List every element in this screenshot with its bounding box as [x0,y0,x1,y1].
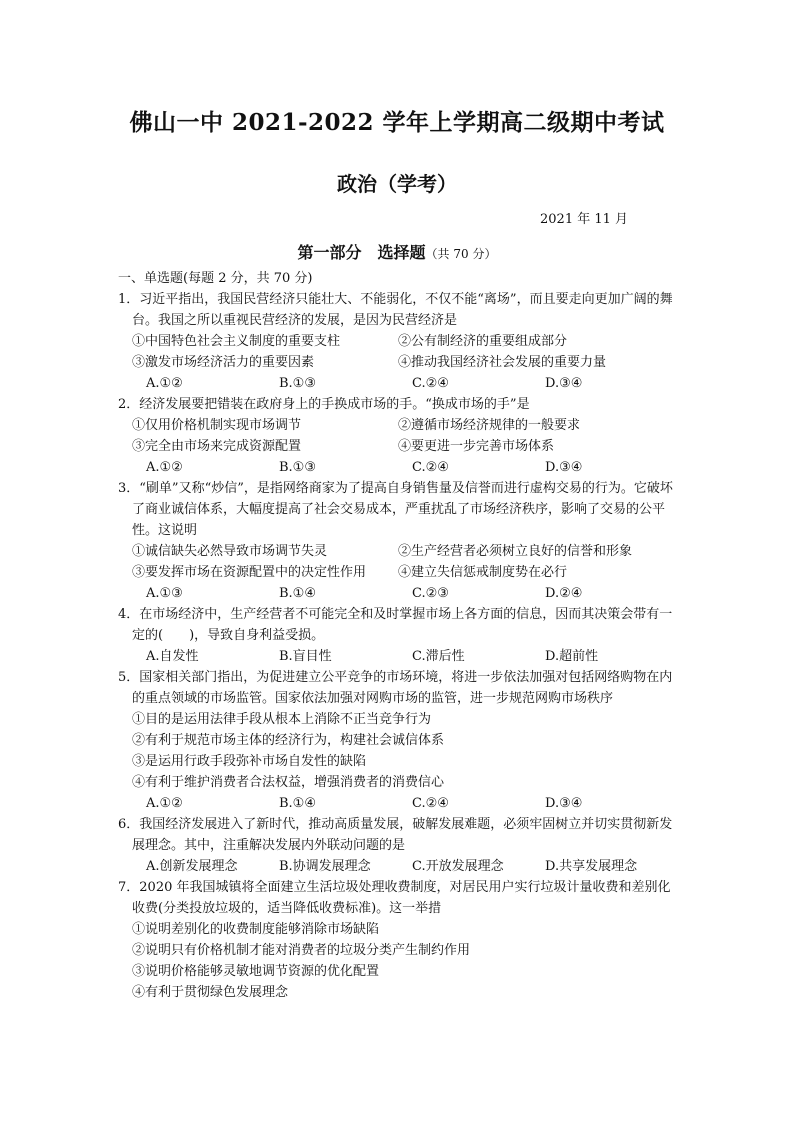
exam-date: 2021 年 11 月 [540,212,629,227]
option-row [118,436,678,457]
option-row [118,352,678,373]
option: ④建立失信惩戒制度势在必行 [398,565,568,580]
answer-choice: A.①② [146,460,183,475]
answer-choice: C.②③ [412,586,449,601]
option: ③说明价格能够灵敏地调节资源的优化配置 [132,964,380,979]
answer-row [118,583,678,604]
answer-choice: D.③④ [545,460,583,475]
option: ①说明差别化的收费制度能够消除市场缺陷 [132,922,380,937]
option: ①目的是运用法律手段从根本上消除不正当竞争行为 [132,712,432,727]
answer-choice: D.超前性 [545,649,599,664]
answer-choice: B.协调发展理念 [279,859,371,874]
answer-choice: A.自发性 [146,649,199,664]
question-stem: 6．我国经济发展进入了新时代，推动高质量发展，破解发展难题，必须牢固树立并切实贯彻新发展理念。其中，注重解决发展内外联动问题的是 [118,817,673,853]
option: ③要发挥市场在资源配置中的决定性作用 [132,565,367,580]
answer-choice: C.②④ [412,796,449,811]
question-stem: 1．习近平指出，我国民营经济只能壮大、不能弱化，不仅不能“离场”，而且要走向更加广阔的舞台。我国之所以重视民营经济的发展，是因为民营经济是 [118,292,673,328]
answer-choice: D.③④ [545,376,583,391]
answer-choice: B.①③ [279,376,316,391]
answer-choice: C.②④ [412,376,449,391]
option: ②说明只有价格机制才能对消费者的垃圾分类产生制约作用 [132,943,471,958]
answer-choice: A.①② [146,376,183,391]
question-2 [118,394,678,478]
question-stem: 4．在市场经济中，生产经营者不可能完全和及时掌握市场上各方面的信息，因而其决策会带有一定的( )，导致自身利益受损。 [118,607,673,643]
answer-choice: C.②④ [412,460,449,475]
answer-choice: D.②④ [545,586,583,601]
answer-choice: D.共享发展理念 [545,859,638,874]
answer-choice: C.滞后性 [412,649,465,664]
option-row [118,331,678,352]
question-stem: 2．经济发展要把错装在政府身上的手换成市场的手。“换成市场的手”是 [118,397,530,412]
question-1 [118,289,678,394]
option: ④有利于贯彻绿色发展理念 [132,985,289,1000]
answer-choice: B.①④ [279,586,316,601]
option: ①诚信缺失必然导致市场调节失灵 [132,544,328,559]
answer-row [118,646,678,667]
question-3 [118,478,678,604]
answer-choice: B.①④ [279,796,316,811]
option-row [118,562,678,583]
question-list [118,268,678,1003]
question-stem: 5．国家相关部门指出，为促进建立公平竞争的市场环境，将进一步依法加强对包括网络购物在内的重点领域的市场监管。国家依法加强对网购市场的监管，进一步规范网购市场秩序 [118,670,673,706]
part-heading [0,240,794,263]
question-5 [118,667,678,814]
option: ④要更进一步完善市场体系 [398,439,555,454]
part-title: 第一部分 选择题 [297,243,426,262]
option: ②有利于规范市场主体的经济行为，构建社会诚信体系 [132,733,445,748]
option: ②遵循市场经济规律的一般要求 [398,418,581,433]
exam-subtitle: 政治（学考） [337,172,457,196]
answer-choice: A.①③ [146,586,183,601]
question-stem: 3．“刷单”又称“炒信”，是指网络商家为了提高自身销售量及信誉而进行虚构交易的行为。它破坏了商业诚信体系，大幅度提高了社会交易成本，严重扰乱了市场经济秩序，影响了交易的公平性。这说明 [118,481,673,538]
option-row [118,415,678,436]
option: ①仅用价格机制实现市场调节 [132,418,302,433]
option: ③激发市场经济活力的重要因素 [132,355,315,370]
answer-row [118,856,678,877]
answer-choice: B.盲目性 [279,649,332,664]
answer-choice: C.开放发展理念 [412,859,504,874]
question-stem: 7．2020 年我国城镇将全面建立生活垃圾处理收费制度，对居民用户实行垃圾计量收费和差别化收费(分类投放垃圾的，适当降低收费标准)。这一举措 [118,880,671,916]
option: ③完全由市场来完成资源配置 [132,439,302,454]
option: ④有利于维护消费者合法权益，增强消费者的消费信心 [132,775,445,790]
answer-row [118,373,678,394]
option: ②生产经营者必须树立良好的信誉和形象 [398,544,633,559]
question-7 [118,877,678,1003]
option: ①中国特色社会主义制度的重要支柱 [132,334,341,349]
answer-choice: B.①③ [279,460,316,475]
answer-choice: D.③④ [545,796,583,811]
exam-title: 佛山一中 2021-2022 学年上学期高二级期中考试 [129,109,665,136]
answer-choice: A.①② [146,796,183,811]
question-4 [118,604,678,667]
answer-row [118,457,678,478]
option-row [118,541,678,562]
option: ④推动我国经济社会发展的重要力量 [398,355,607,370]
question-6 [118,814,678,877]
option: ②公有制经济的重要组成部分 [398,334,568,349]
part-note: （共 70 分） [425,247,497,261]
option: ③是运用行政手段弥补市场自发性的缺陷 [132,754,367,769]
answer-row [118,793,678,814]
answer-choice: A.创新发展理念 [146,859,238,874]
section-heading: 一、单选题(每题 2 分，共 70 分) [118,271,313,286]
